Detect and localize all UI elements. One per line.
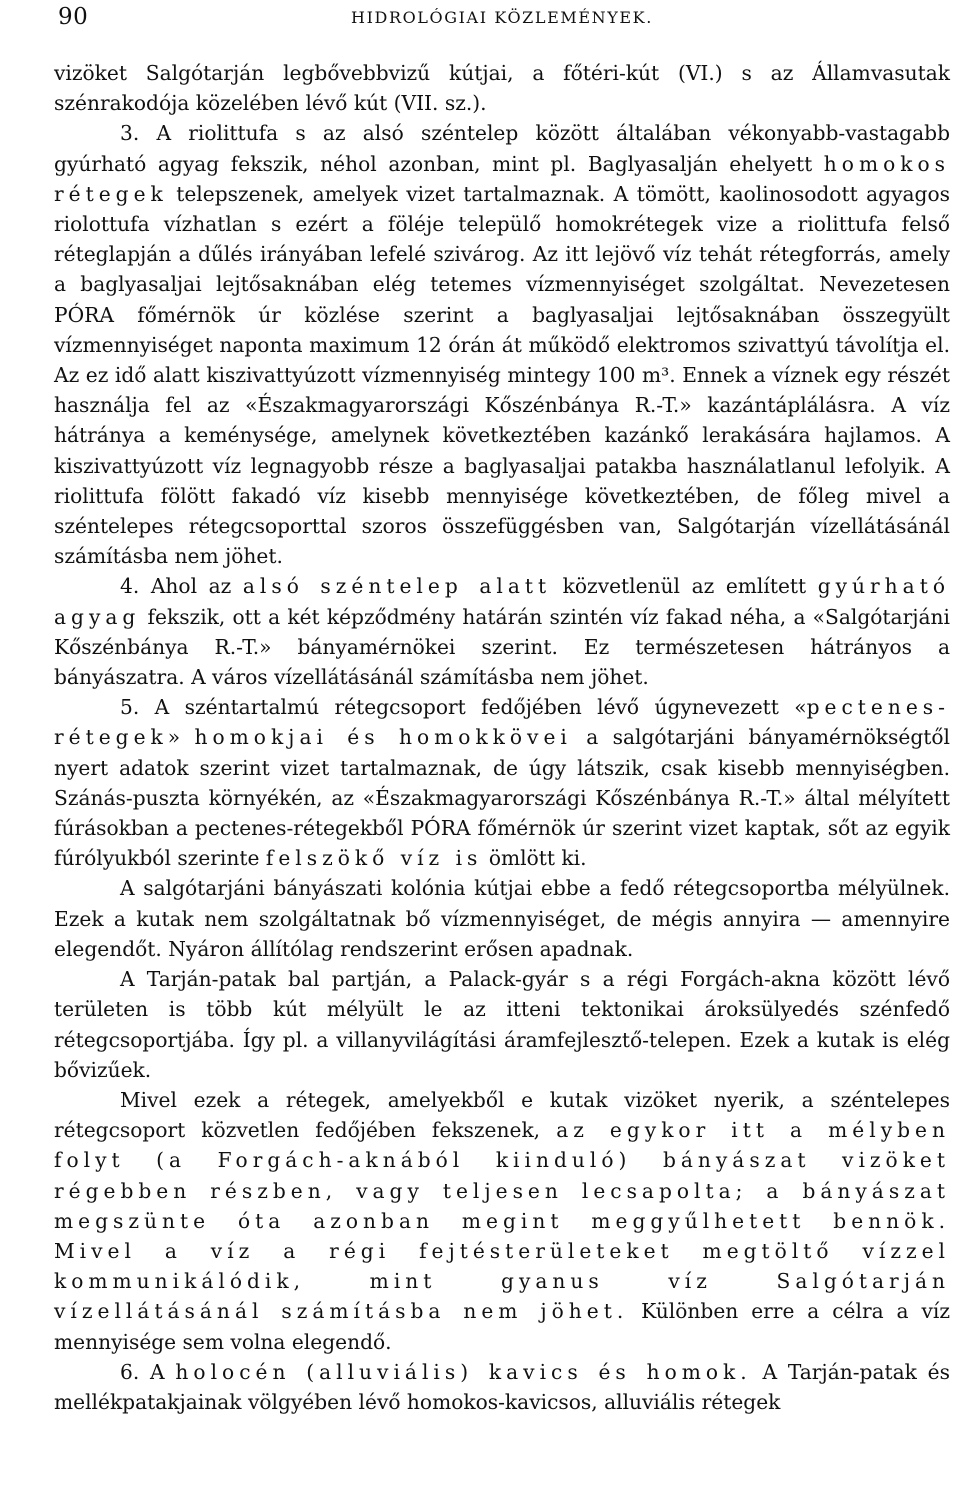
text-run: 5. A széntartalmú rétegcsoport fedőjében lévő úgynevezett « (120, 695, 807, 720)
paragraph (54, 692, 950, 873)
text-run: 4. Ahol az (120, 574, 243, 599)
spaced-emphasis: holocén (alluviális) kavics és homok. (175, 1359, 752, 1384)
text-run: A Tarján-patak bal partján, a Palack-gyár s a régi Forgách-akna között lévő területen is több kút mélyült le az itteni tektonikai ároksülyedés szénfedő rétegcsoportjába. Így pl. a villanyvilágítási áramfejlesztő-telepen. Ezek a kutak is elég bővizűek. (54, 967, 950, 1082)
text-run: » (167, 725, 195, 750)
text-run: a salgótarjáni bányamérnökségtől nyert adatok szerint vizet tartalmaznak, de úgy látszik, csak kisebb mennyiségben. Szánás-puszta környékén, az «Északmagyarországi Kőszénbánya R.-T.» által mélyített fúrásokban a pectenes-rétegekből PÓRA főmérnök úr szerint vizet kaptak, sőt az egyik fúrólyukból szerinte (54, 725, 950, 871)
text-run: Mivel ezek a rétegek, amelyekből e kutak vizöket nyerik, a széntelepes rétegcsoport közvetlen fedőjében fekszenek, (54, 1087, 950, 1143)
document-page (0, 2, 960, 1487)
spaced-emphasis: az egykor itt a mélyben folyt (a Forgách-aknából kiinduló) bányászat vizöket régebben részben, vagy teljesen lecsapolta; a bányászat megszünte óta azonban megint meggyűlhetett bennök. Mivel a víz a régi fejtésterületeket megtöltő vízzel kommunikálódik, mint gyanus víz Salgótarján vízellátásánál számításba nem jöhet. (54, 1118, 950, 1324)
text-run: telepszenek, amelyek vizet tartalmaznak. A tömött, kaolinosodott agyagos riolottufa vízhatlan s ezért a föléje települő homokrétegek vize a riolittufa felső réteglapján a dűlés irányában lefelé szivárog. Az itt lejövő víz tehát rétegforrás, amely a baglyasaljai lejtősaknában elég tetemes vízmennyiséget szolgáltat. Nevezetesen PÓRA főmérnök úr közlése szerint a baglyasaljai lejtősaknában összegyült vízmennyiséget naponta maximum 12 órán át működő elektromos szivattyú távolítja el. Az ez idő alatt kiszivattyúzott vízmennyiség mintegy 100 m³. Ennek a víznek egy részét használja fel az «Északmagyarországi Kőszénbánya R.-T.» kazántáplálásra. A víz hátránya a keménysége, amelynek következtében kazánkő lerakására hajlamos. A kiszivattyúzott víz legnagyobb része a baglyasaljai patakba használatlanul lefolyik. A riolittufa fölött fakadó víz kisebb mennyisége következtében, de főleg mivel a széntelepes rétegcsoporttal szoros összefüggésben van, Salgótarján vízellátásánál számításba nem jöhet. (54, 181, 950, 569)
text-run: ömlött ki. (482, 846, 587, 871)
text-run: 6. A (120, 1359, 176, 1384)
paragraph (54, 58, 950, 118)
spaced-emphasis: homokjai és homokkövei (194, 725, 572, 750)
page-number: 90 (58, 4, 89, 30)
page-header (54, 2, 950, 42)
spaced-emphasis: felszökő víz is (265, 846, 483, 871)
text-run: Különben erre a célra a víz mennyisége sem volna elegendő. (54, 1299, 950, 1354)
text-run: közvetlenül az említett (551, 574, 818, 599)
spaced-emphasis: pectenes-rétegek (54, 695, 950, 750)
spaced-emphasis: gyúrható agyag (54, 574, 950, 629)
paragraph (54, 1357, 950, 1417)
running-title: HIDROLÓGIAI KÖZLEMÉNYEK. (351, 8, 653, 27)
text-run: vizöket Salgótarján legbővebbvizű kútjai, a főtéri-kút (VI.) s az Államvasutak szénrakodója közelében lévő kút (VII. sz.). (54, 61, 950, 116)
paragraph (54, 964, 950, 1085)
paragraph (54, 118, 950, 571)
paragraph (54, 1085, 950, 1357)
spaced-emphasis: alsó széntelep alatt (242, 574, 552, 599)
text-run: 3. A riolittufa s az alsó széntelep között általában vékonyabb-vastagabb gyúrható agyag fekszik, néhol azonban, mint pl. Baglyasalján ehelyett (54, 121, 950, 176)
text-run: A salgótarjáni bányászati kolónia kútjai ebbe a fedő rétegcsoportba mélyülnek. Ezek a kutak nem szolgáltatnak bő vízmennyiséget, de mégis annyira — amennyire elegendőt. Nyáron állítólag rendszerint erősen apadnak. (54, 876, 950, 961)
paragraph (54, 873, 950, 964)
body-text (54, 58, 950, 1417)
text-run: fekszik, ott a két képződmény határán szintén víz fakad néha, a «Salgótarjáni Kőszénbánya R.-T.» bányamérnökei szerint. Ez természetesen hátrányos a bányászatra. A város vízellátásánál számításba nem jöhet. (54, 604, 950, 690)
text-run: A Tarján-patak és mellékpatakjainak völgyében lévő homokos-kavicsos, alluviális rétegek (54, 1359, 950, 1414)
paragraph (54, 571, 950, 692)
spaced-emphasis: homokos rétegek (54, 151, 950, 206)
